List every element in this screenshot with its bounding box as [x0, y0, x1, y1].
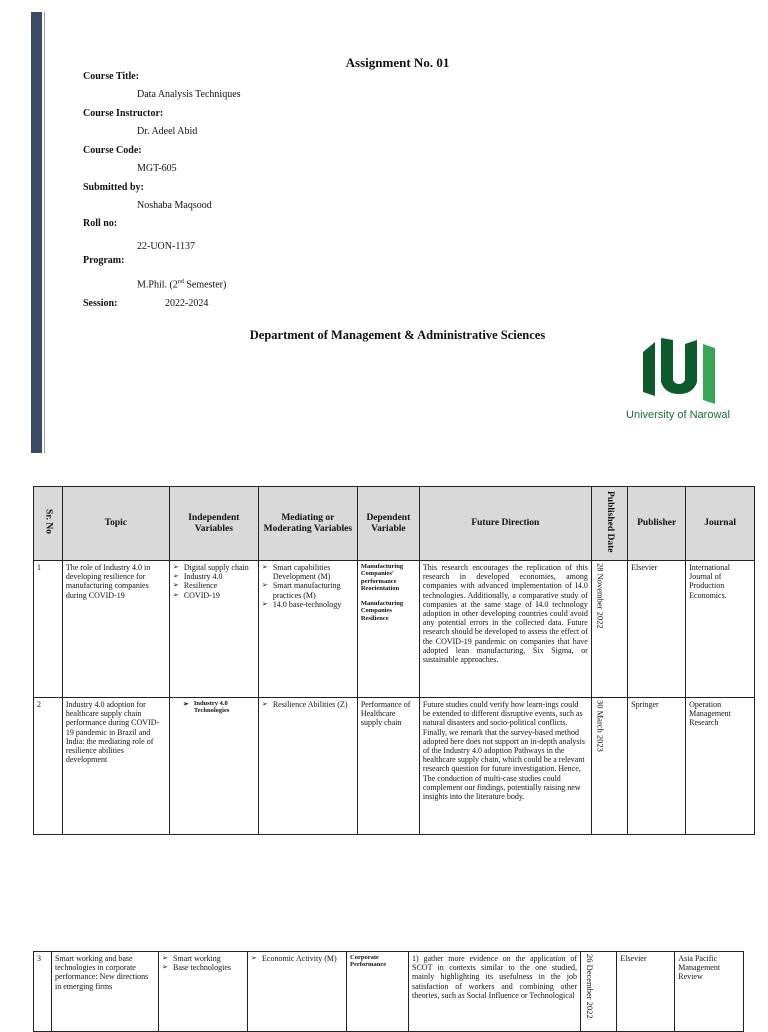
session-label: Session:	[83, 298, 118, 309]
row-journal: Asia Pacific Management Review	[675, 952, 744, 1032]
list-item: ➢ Base technologies	[162, 963, 244, 972]
row-publisher: Springer	[628, 698, 686, 835]
course-instructor-value: Dr. Adeel Abid	[137, 126, 198, 137]
row-published-date	[591, 561, 627, 698]
iv-list	[173, 700, 255, 715]
published-date-text: 26 December 2022	[584, 954, 595, 1019]
header-sr-no	[34, 487, 63, 561]
iv-list	[162, 954, 244, 972]
list-item: ➢ Smart capabilities Development (M)	[262, 563, 354, 581]
list-item: ➢ 14.0 base-technology	[262, 600, 354, 609]
row-sr: 3	[34, 952, 52, 1032]
row-published-date	[591, 698, 627, 835]
list-item: ➢ Industry 4.0 Technologies	[183, 700, 255, 715]
row-topic: Industry 4.0 adoption for healthcare supply chain performance during COVID-19 pandemic in Brazil and India: the mediating role of resilience abilities development	[62, 698, 169, 835]
row-mediating-variables	[248, 952, 347, 1032]
row-sr: 1	[34, 561, 63, 698]
header-journal: Journal	[686, 487, 755, 561]
assignment-title: Assignment No. 01	[345, 55, 450, 70]
row-topic: Smart working and base technologies in corporate performance: New directions in emerging firms	[52, 952, 159, 1032]
course-title-label: Course Title:	[83, 71, 140, 82]
row-independent-variables	[169, 698, 258, 835]
dv-item: Manufacturing Companies' performance Reorientation	[360, 563, 404, 593]
university-name: University of Narowal	[626, 409, 730, 421]
table-row	[34, 698, 755, 835]
list-item: ➢ Smart working	[162, 954, 244, 963]
program-value-suffix: Semester)	[183, 279, 227, 291]
header-topic: Topic	[62, 487, 169, 561]
published-date-text: 30 March 2023	[595, 700, 606, 752]
table-row	[34, 561, 755, 698]
row-publisher: Elsevier	[628, 561, 686, 698]
row-topic: The role of Industry 4.0 in developing resilience for manufacturing companies during COVID-19	[62, 561, 169, 698]
row-published-date	[581, 952, 617, 1032]
course-code-value: MGT-605	[137, 163, 177, 174]
list-item: ➢ Industry 4.0	[173, 572, 255, 581]
literature-table-continued	[33, 951, 744, 1032]
row-independent-variables	[169, 561, 258, 698]
iv-list	[173, 563, 255, 600]
program-value-sup: nd	[177, 279, 184, 285]
list-item: ➢ COVID-19	[173, 591, 255, 600]
course-instructor-label: Course Instructor:	[83, 108, 164, 119]
header-published-date-text: Published Date	[604, 490, 615, 553]
header-dependent-variable: Dependent Variable	[357, 487, 419, 561]
mv-list	[251, 954, 343, 963]
row-publisher: Elsevier	[617, 952, 675, 1032]
dv-item: Manufacturing Companies Resilience	[360, 599, 404, 622]
row-mediating-variables	[258, 698, 357, 835]
row-sr: 2	[34, 698, 63, 835]
published-date-text: 28 November 2022	[595, 563, 606, 629]
header-publisher: Publisher	[628, 487, 686, 561]
table-row	[34, 952, 744, 1032]
row-dependent-variable: Corporate Performance	[347, 952, 409, 1032]
submitted-by-value: Noshaba Maqsood	[137, 200, 212, 211]
course-code-label: Course Code:	[83, 145, 142, 156]
header-mediating-variables: Mediating or Moderating Variables	[258, 487, 357, 561]
roll-no-value: 22-UON-1137	[137, 241, 195, 252]
row-future-direction: 1) gather more evidence on the application of SCOT in contexts similar to the one studied, mainly highlighting its usefulness in the job satisfaction of workers and combining other theories, such as Social Influence or Technological	[409, 952, 581, 1032]
mv-list	[262, 700, 354, 709]
list-item: ➢ Smart manufacturing practices (M)	[262, 581, 354, 599]
row-future-direction: This research encourages the replication of this research in developed economies, among companies with advanced implementation of I4.0 technologies. Additionally, a comparative study of companies at the same stage of I4.0 technology adoption in other developing countries could avoid any potential errors in the collected data. Future research should be developed to assess the effect of the COVID-19 pandemic on companies that have adopted lean manufacturing, Six Sigma, or sustainable approaches.	[419, 561, 591, 698]
roll-no-label: Roll no:	[83, 218, 118, 229]
table-header-row	[34, 487, 755, 561]
row-mediating-variables	[258, 561, 357, 698]
cover-sidebar-bar	[31, 12, 42, 453]
header-published-date	[591, 487, 627, 561]
mv-list	[262, 563, 354, 609]
header-independent-variables: Independent Variables	[169, 487, 258, 561]
list-item: ➢ Economic Activity (M)	[251, 954, 343, 963]
row-dependent-variable: Performance of Healthcare supply chain	[357, 698, 419, 835]
row-future-direction: Future studies could verify how learn-ings could be extended to different disruptive events, such as natural disasters and socio-political conflicts. Finally, we remark that the survey-based method adopted here does not support an in-depth analysis of the Industry 4.0 adoption Pathways in the healthcare supply chain, which could be a relevant research question for future investigation. Hence, The conduction of multi-case studies could complement our findings, potentially raising new insights into the literature body.	[419, 698, 591, 835]
row-dependent-variable	[357, 561, 419, 698]
session-value: 2022-2024	[165, 298, 209, 309]
course-title-value: Data Analysis Techniques	[137, 89, 241, 100]
literature-table	[33, 486, 755, 835]
header-sr-no-text: Sr. No	[43, 509, 54, 535]
row-independent-variables	[159, 952, 248, 1032]
header-future-direction: Future Direction	[419, 487, 591, 561]
program-value	[137, 279, 226, 290]
list-item: ➢ Resilience	[173, 581, 255, 590]
list-item: ➢ Resilience Abilities (Z)	[262, 700, 354, 709]
row-journal: International Journal of Production Economics.	[686, 561, 755, 698]
program-value-prefix: M.Phil. (2	[137, 279, 178, 291]
submitted-by-label: Submitted by:	[83, 182, 144, 193]
program-label: Program:	[83, 255, 125, 266]
row-journal: Operation Management Research	[686, 698, 755, 835]
cover-sidebar-line	[44, 12, 45, 453]
department-heading: Department of Management & Administrative Sciences	[249, 328, 546, 342]
list-item: ➢ Digital supply chain	[173, 563, 255, 572]
